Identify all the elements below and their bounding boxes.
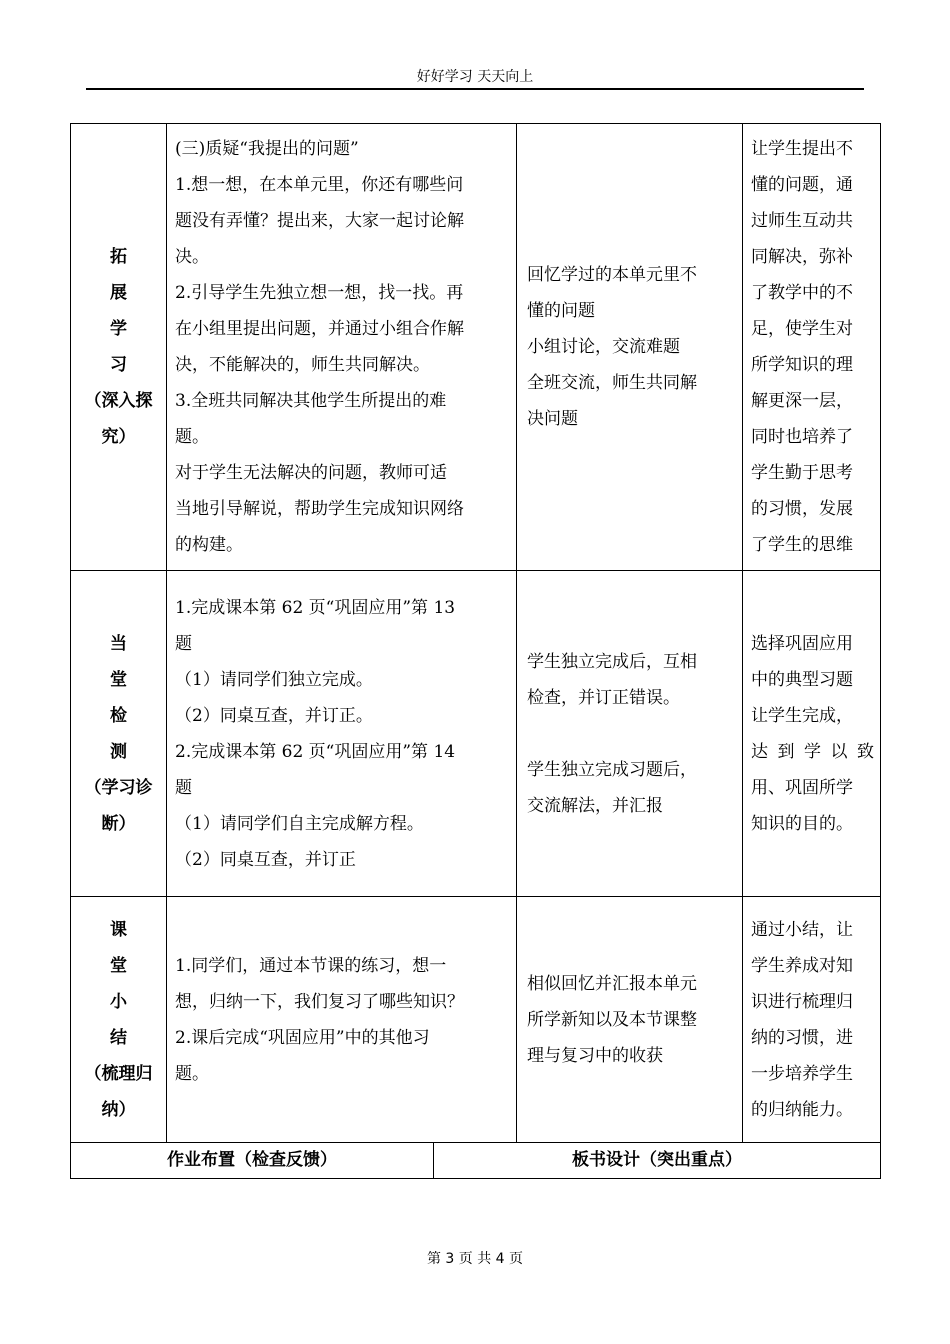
- page-header: 好好学习 天天向上: [416, 69, 534, 85]
- teacher-activity-cell: [167, 124, 517, 571]
- student-line: 学生独立完成后，互相: [527, 651, 697, 672]
- intent-line: 让学生提出不: [751, 139, 853, 159]
- stage-label: 展: [110, 283, 127, 303]
- intent-line: 学生勤于思考: [751, 463, 853, 483]
- student-line: 回忆学过的本单元里不: [527, 265, 697, 285]
- board-design-heading: 板书设计（突出重点）: [434, 1142, 881, 1179]
- stage-label: （学习诊: [84, 777, 153, 798]
- stage-label: 拓: [110, 247, 127, 267]
- intent-line: 中的典型习题: [751, 669, 853, 690]
- teacher-line: （2）同桌互查，并订正。: [175, 705, 373, 726]
- stage-label: 堂: [110, 669, 127, 690]
- row-extended-learning: [71, 124, 881, 571]
- intent-line: 让学生完成，: [751, 705, 853, 726]
- student-line: 相似回忆并汇报本单元: [527, 973, 697, 994]
- table-footer-row: [71, 1142, 881, 1179]
- student-activity-cell: [517, 124, 743, 571]
- teacher-line: 1.想一想，在本单元里，你还有哪些问: [175, 175, 464, 195]
- stage-label: 结: [110, 1027, 127, 1048]
- student-activity-cell: [517, 571, 743, 897]
- intent-line: 学生养成对知: [751, 955, 853, 976]
- stage-cell: [71, 897, 167, 1143]
- intent-line: 达到学以致: [751, 741, 874, 762]
- header-rule: [86, 88, 864, 90]
- intent-line: 同时也培养了: [751, 427, 853, 447]
- student-line: 所学新知以及本节课整: [527, 1009, 697, 1030]
- student-line: [527, 716, 734, 752]
- stage-label: 堂: [110, 955, 127, 976]
- teacher-line: 决，不能解决的，师生共同解决。: [175, 355, 430, 375]
- student-line: 理与复习中的收获: [527, 1045, 663, 1066]
- student-line: 交流解法，并汇报: [527, 795, 663, 816]
- stage-label: 检: [110, 705, 127, 726]
- intent-line: 知识的目的。: [751, 813, 853, 834]
- intent-line: 解更深一层，: [751, 391, 853, 411]
- teacher-activity-cell: [167, 897, 517, 1143]
- design-intent-cell: [743, 897, 881, 1143]
- student-line: 检查，并订正错误。: [527, 687, 680, 708]
- intent-line: 识进行梳理归: [751, 991, 853, 1012]
- teacher-line: 决。: [175, 247, 209, 267]
- stage-label: 纳）: [101, 1099, 136, 1120]
- teacher-line: 想，归纳一下，我们复习了哪些知识？: [175, 991, 464, 1012]
- teacher-line: 题: [175, 777, 192, 798]
- stage-label: （梳理归: [84, 1063, 153, 1084]
- stage-label: 断）: [101, 813, 136, 834]
- student-line: 学生独立完成习题后，: [527, 759, 697, 780]
- row-class-summary: [71, 897, 881, 1143]
- teacher-line: 题。: [175, 427, 209, 447]
- design-intent-cell: [743, 124, 881, 571]
- teacher-line: 2.完成课本第 62 页“巩固应用”第 14: [175, 741, 456, 762]
- intent-line: 足，使学生对: [751, 319, 853, 339]
- teacher-line: 题没有弄懂？提出来，大家一起讨论解: [175, 211, 464, 231]
- teacher-line: （1）请同学们自主完成解方程。: [175, 813, 424, 834]
- teacher-line: 2.引导学生先独立想一想，找一找。再: [175, 283, 464, 303]
- intent-line: 选择巩固应用: [751, 633, 853, 654]
- stage-label: 习: [110, 355, 127, 375]
- teacher-line: （1）请同学们独立完成。: [175, 669, 373, 690]
- intent-line: 纳的习惯，进: [751, 1027, 853, 1048]
- intent-line: 了教学中的不: [751, 283, 853, 303]
- student-line: 小组讨论，交流难题: [527, 337, 680, 357]
- intent-line: 一步培养学生: [751, 1063, 853, 1084]
- student-line: 懂的问题: [527, 301, 595, 321]
- teacher-activity-cell: [167, 571, 517, 897]
- lesson-plan-table: [70, 123, 881, 1143]
- design-intent-cell: [743, 571, 881, 897]
- homework-heading: 作业布置（检查反馈）: [71, 1142, 434, 1179]
- teacher-line: 3.全班共同解决其他学生所提出的难: [175, 391, 447, 411]
- teacher-line: 2.课后完成“巩固应用”中的其他习: [175, 1027, 430, 1048]
- intent-line: 通过小结，让: [751, 919, 853, 940]
- stage-label: 测: [110, 741, 127, 762]
- stage-label: 当: [110, 633, 127, 654]
- teacher-line: （2）同桌互查，并订正: [175, 849, 356, 870]
- stage-label: 究）: [101, 427, 136, 447]
- intent-line: 的归纳能力。: [751, 1099, 853, 1120]
- intent-line: 过师生互动共: [751, 211, 853, 231]
- teacher-line: 题。: [175, 1063, 209, 1084]
- intent-line: 的习惯，发展: [751, 499, 853, 519]
- row-class-test: [71, 571, 881, 897]
- stage-cell: [71, 571, 167, 897]
- teacher-line: 对于学生无法解决的问题，教师可适: [175, 463, 447, 483]
- teacher-line: 题: [175, 633, 192, 654]
- intent-line: 了学生的思维: [751, 535, 853, 555]
- page-number: 第 3 页 共 4 页: [426, 1251, 524, 1267]
- stage-label: （深入探: [84, 391, 153, 411]
- intent-line: 同解决，弥补: [751, 247, 853, 267]
- teacher-line: 1.完成课本第 62 页“巩固应用”第 13: [175, 597, 456, 618]
- student-activity-cell: [517, 897, 743, 1143]
- stage-label: 学: [110, 319, 127, 339]
- teacher-line: 的构建。: [175, 535, 243, 555]
- teacher-line: 当地引导解说，帮助学生完成知识网络: [175, 499, 464, 519]
- intent-line: 用、巩固所学: [751, 777, 853, 798]
- student-line: 决问题: [527, 409, 578, 429]
- student-line: 全班交流，师生共同解: [527, 373, 697, 393]
- teacher-line: 在小组里提出问题，并通过小组合作解: [175, 319, 464, 339]
- stage-label: 课: [110, 919, 127, 940]
- intent-line: 懂的问题，通: [751, 175, 853, 195]
- stage-cell: [71, 124, 167, 571]
- intent-line: 所学知识的理: [751, 355, 853, 375]
- teacher-line: (三)质疑“我提出的问题”: [175, 139, 359, 159]
- stage-label: 小: [110, 991, 127, 1012]
- teacher-line: 1.同学们，通过本节课的练习，想一: [175, 955, 447, 976]
- footer-table: [70, 1142, 881, 1179]
